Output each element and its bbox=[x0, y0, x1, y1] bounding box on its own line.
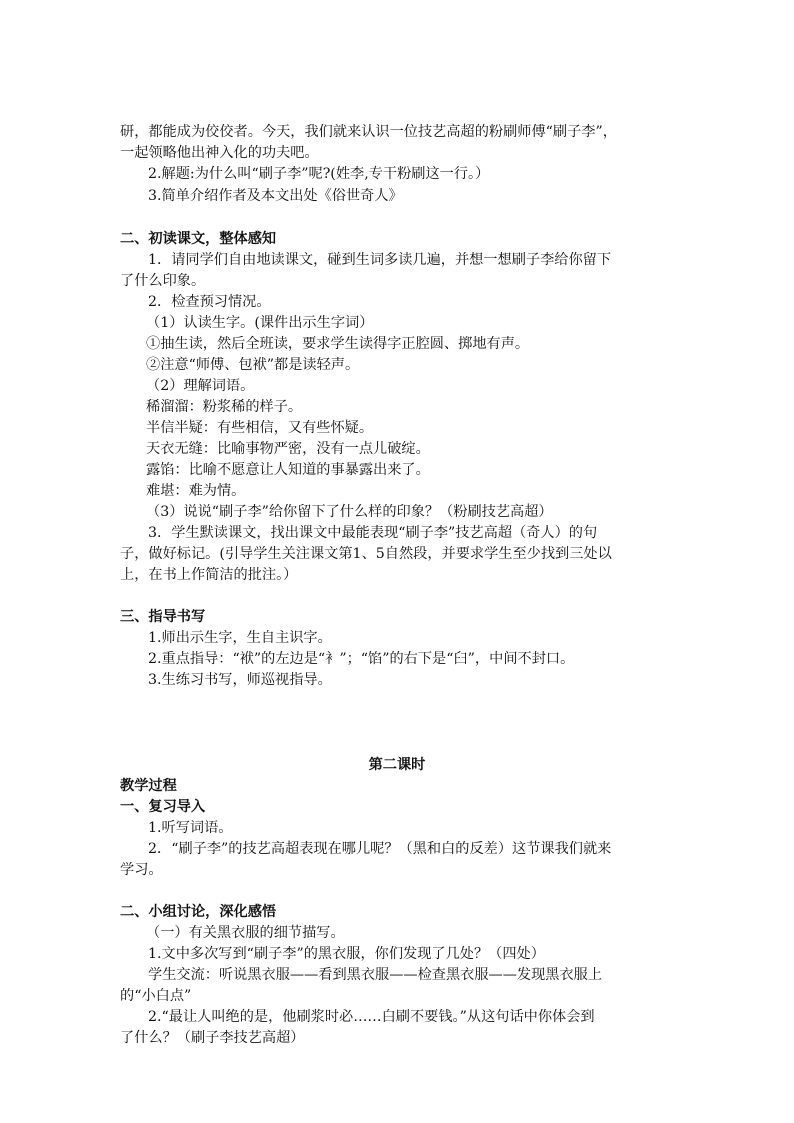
section-heading: 二、小组讨论，深化感悟 bbox=[120, 904, 277, 920]
paragraph-line: 子，做好标记。(引导学生关注课文第1、5自然段，并要求学生至少找到三处以 bbox=[120, 546, 612, 562]
intro-line: 研，都能成为佼佼者。今天，我们就来认识一位技艺高超的粉刷师傅“刷子李”， bbox=[120, 124, 617, 140]
intro-line: 一起领略他出神入化的功夫吧。 bbox=[120, 145, 319, 161]
paragraph-line: 上，在书上作简洁的批注。） bbox=[120, 567, 298, 583]
vocab-item: 半信半疑：有些相信，又有些怀疑。 bbox=[146, 420, 374, 436]
section-heading: 一、复习导入 bbox=[120, 799, 206, 815]
section-heading: 二、初读课文，整体感知 bbox=[120, 231, 277, 247]
paragraph-line: 了什么印象。 bbox=[120, 273, 206, 289]
list-item: 1.师出示生字，生自主识字。 bbox=[148, 630, 332, 646]
vocab-item: 天衣无缝：比喻事物严密，没有一点儿破绽。 bbox=[146, 441, 430, 457]
paragraph-line: 的“小白点” bbox=[120, 988, 192, 1004]
author-intro: 3.简单介绍作者及本文出处《俗世奇人》 bbox=[148, 188, 403, 204]
vocab-item: 难堪：难为情。 bbox=[146, 483, 246, 499]
title-explanation: 2.解题:为什么叫“刷子李”呢?(姓李,专干粉刷这一行。） bbox=[148, 166, 490, 182]
list-subitem: （3）说说“刷子李”给你留下了什么样的印象？（粉刷技艺高超） bbox=[146, 504, 553, 520]
list-item: 1.文中多次写到“刷子李”的黑衣服，你们发现了几处？（四处） bbox=[148, 946, 545, 962]
process-heading: 教学过程 bbox=[120, 778, 177, 794]
list-subitem: （1）认读生字。(课件出示生字词） bbox=[146, 315, 374, 331]
paragraph-line: 3．学生默读课文，找出课文中最能表现“刷子李”技艺高超（奇人）的句 bbox=[148, 525, 598, 541]
list-subitem: （一）有关黑衣服的细节描写。 bbox=[146, 925, 345, 941]
paragraph-line: 1．请同学们自由地读课文，碰到生词多读几遍，并想一想刷子李给你留下 bbox=[148, 252, 612, 268]
list-subitem: （2）理解词语。 bbox=[146, 378, 255, 394]
lesson-title: 第二课时 bbox=[368, 757, 426, 773]
section-heading: 三、指导书写 bbox=[120, 609, 206, 625]
list-item: 2．检查预习情况。 bbox=[148, 294, 271, 310]
list-subitem: ②注意“师傅、包袱”都是读轻声。 bbox=[146, 357, 360, 373]
paragraph-line: 学习。 bbox=[120, 862, 163, 878]
vocab-item: 露馅：比喻不愿意让人知道的事暴露出来了。 bbox=[146, 462, 430, 478]
paragraph-line: 了什么？（刷子李技艺高超） bbox=[120, 1030, 305, 1046]
paragraph-line: 2．“刷子李”的技艺高超表现在哪儿呢？（黑和白的反差）这节课我们就来 bbox=[148, 841, 612, 857]
list-item: 3.生练习书写，师巡视指导。 bbox=[148, 672, 332, 688]
list-item: 1.听写词语。 bbox=[148, 820, 233, 836]
vocab-item: 稀溜溜：粉浆稀的样子。 bbox=[146, 399, 303, 415]
paragraph-line: 学生交流：听说黑衣服——看到黑衣服——检查黑衣服——发现黑衣服上 bbox=[148, 967, 603, 983]
paragraph-line: 2.“最让人叫绝的是，他刷浆时必……白刷不要钱。”从这句话中你体会到 bbox=[148, 1009, 595, 1025]
list-item: 2.重点指导：“袱”的左边是“衤”；“馅”的右下是“臼”，中间不封口。 bbox=[148, 651, 575, 667]
list-subitem: ①抽生读，然后全班读，要求学生读得字正腔圆、掷地有声。 bbox=[146, 336, 530, 352]
